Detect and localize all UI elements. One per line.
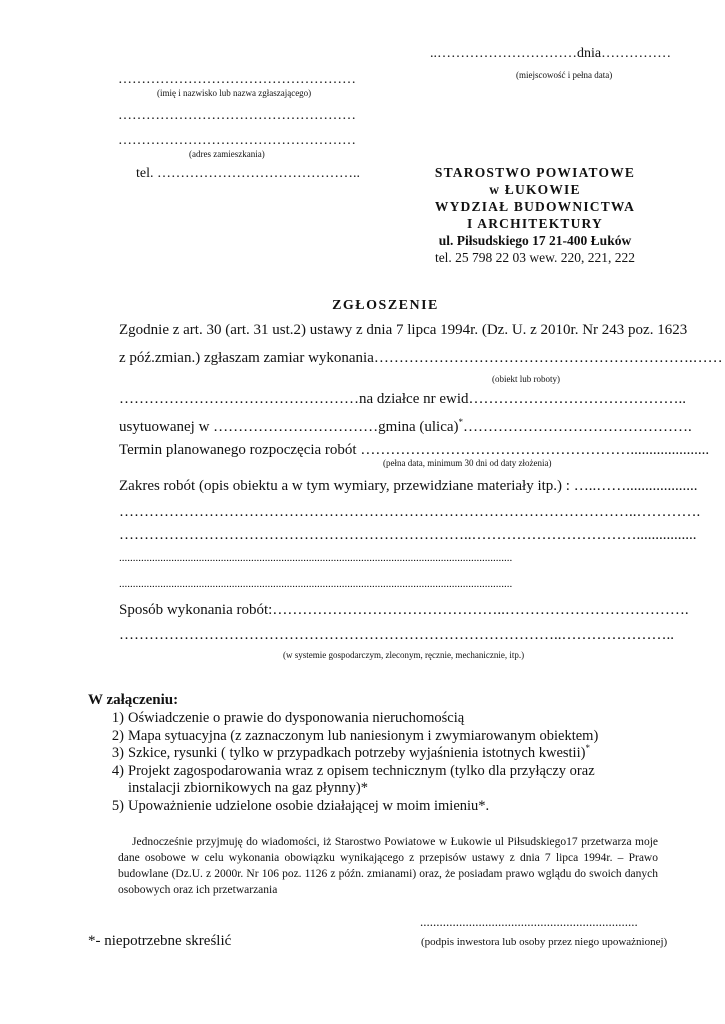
scope-line: Zakres robót (opis obiektu a w tym wymiary, przewidziane materiały itp.) : …..……................... <box>119 478 698 494</box>
intro-line-2: z póź.zmian.) zgłaszam zamiar wykonania……………………………………………………….…… <box>119 350 723 366</box>
scope-blank-1: …………………………………………………………………………………………..…………. <box>119 504 701 520</box>
method-line: Sposób wykonania robót:………………………………………..………………………………. <box>119 602 689 618</box>
office-department: WYDZIAŁ BUDOWNICTWA <box>434 199 636 214</box>
start-line: Termin planowanego rozpoczęcia robót ………………………………………………..................... <box>119 442 710 458</box>
office-street: ul. Piłsudskiego 17 21-400 Łuków <box>438 233 632 248</box>
attachment-number: 4) <box>111 762 124 779</box>
date-line: ..…………………………dnia…………… <box>430 46 672 61</box>
attachment-text: Mapa sytuacyjna (z zaznaczonym lub naniesionym i zwymiarowanym obiektem) <box>128 727 599 744</box>
attachment-item <box>100 745 640 763</box>
name-line: …………………………………………… <box>118 72 356 87</box>
address-line-2: …………………………………………… <box>118 133 356 148</box>
plot-line: …………………………………………na działce nr ewid…………………………………….. <box>119 391 687 407</box>
office-department-2: I ARCHITEKTURY <box>467 216 603 231</box>
attachment-number: 2) <box>111 727 124 744</box>
intro-line-1: Zgodnie z art. 30 (art. 31 ust.2) ustawy z dnia 7 lipca 1994r. (Dz. U. z 2010r. Nr 243 poz. 1623 <box>119 322 688 338</box>
attachment-item <box>100 798 640 816</box>
attachment-text: Oświadczenie o prawie do dysponowania nieruchomością <box>128 710 465 726</box>
attachments-list <box>100 710 640 815</box>
attachment-text: Upoważnienie udzielone osobie działającej w moim imieniu*. <box>128 797 490 814</box>
location-line-b: ………………………………………. <box>463 419 692 435</box>
attachments-heading: W załączeniu: <box>88 692 179 708</box>
attachment-number: 5) <box>111 797 124 814</box>
start-caption: (pełna data, minimum 30 dni od daty złożenia) <box>383 458 552 468</box>
location-line-a: usytuowanej w ……………………………gmina (ulica) <box>119 419 459 435</box>
scope-blank-4: ............................................................................................................................................... <box>119 578 513 590</box>
office-phone: tel. 25 798 22 03 wew. 220, 221, 222 <box>434 250 636 265</box>
attachment-item <box>100 763 640 798</box>
privacy-note: Jednocześnie przyjmuję do wiadomości, iż Starostwo Powiatowe w Łukowie ul Piłsudskiego17 przetwarza moje dane osobowe w celu wykonania obowiązku wynikającego z przepisów ustawy z dnia 7 lipca 1994r. – Prawo budowlane (Dz.U. z 2000r. Nr 106 poz. 1126 z późn. zmianami) oraz, że posiadam prawo wglądu do swoich danych osobowych oraz ich przetwarzania <box>118 836 658 896</box>
attachment-number: 1) <box>111 710 124 726</box>
office-city: w ŁUKOWIE <box>489 182 581 197</box>
footnote: *- niepotrzebne skreślić <box>88 933 232 949</box>
office-name: STAROSTWO POWIATOWE <box>434 165 636 180</box>
date-caption: (miejscowość i pełna data) <box>516 70 613 80</box>
attachment-text: Szkice, rysunki ( tylko w przypadkach potrzeby wyjaśnienia istotnych kwestii) <box>128 745 586 761</box>
scope-blank-2: ……………………………………………………………..……………………………................ <box>119 527 697 543</box>
method-caption: (w systemie gospodarczym, zleconym, ręcznie, mechanicznie, itp.) <box>283 650 525 660</box>
address-line-1: …………………………………………… <box>118 108 356 123</box>
attachment-number: 3) <box>111 745 124 761</box>
attachment-item <box>100 728 640 746</box>
form-title: ZGŁOSZENIE <box>332 298 439 313</box>
attachment-item <box>100 710 640 728</box>
attachment-text: Projekt zagospodarowania wraz z opisem technicznym (tylko dla przyłączy oraz instalacji zbiornikowych na gaz płynny)* <box>128 762 595 796</box>
location-line <box>119 419 692 436</box>
name-caption: (imię i nazwisko lub nazwa zgłaszającego) <box>157 88 312 98</box>
address-caption: (adres zamieszkania) <box>189 149 265 159</box>
method-blank: ……………………………………………………………………………..………………….. <box>119 627 674 643</box>
attachment-footnote-mark: * <box>585 743 590 754</box>
signature-caption: (podpis inwestora lub osoby przez niego upoważnionej) <box>421 936 668 948</box>
office-address-block <box>400 164 670 266</box>
tel-line: tel. …………………………………….. <box>136 166 360 181</box>
location-footnote-mark: * <box>458 417 464 427</box>
signature-line: ................................................................... <box>420 914 638 929</box>
scope-blank-3: ............................................................................................................................................... <box>119 552 513 564</box>
object-caption: (obiekt lub roboty) <box>492 374 560 384</box>
